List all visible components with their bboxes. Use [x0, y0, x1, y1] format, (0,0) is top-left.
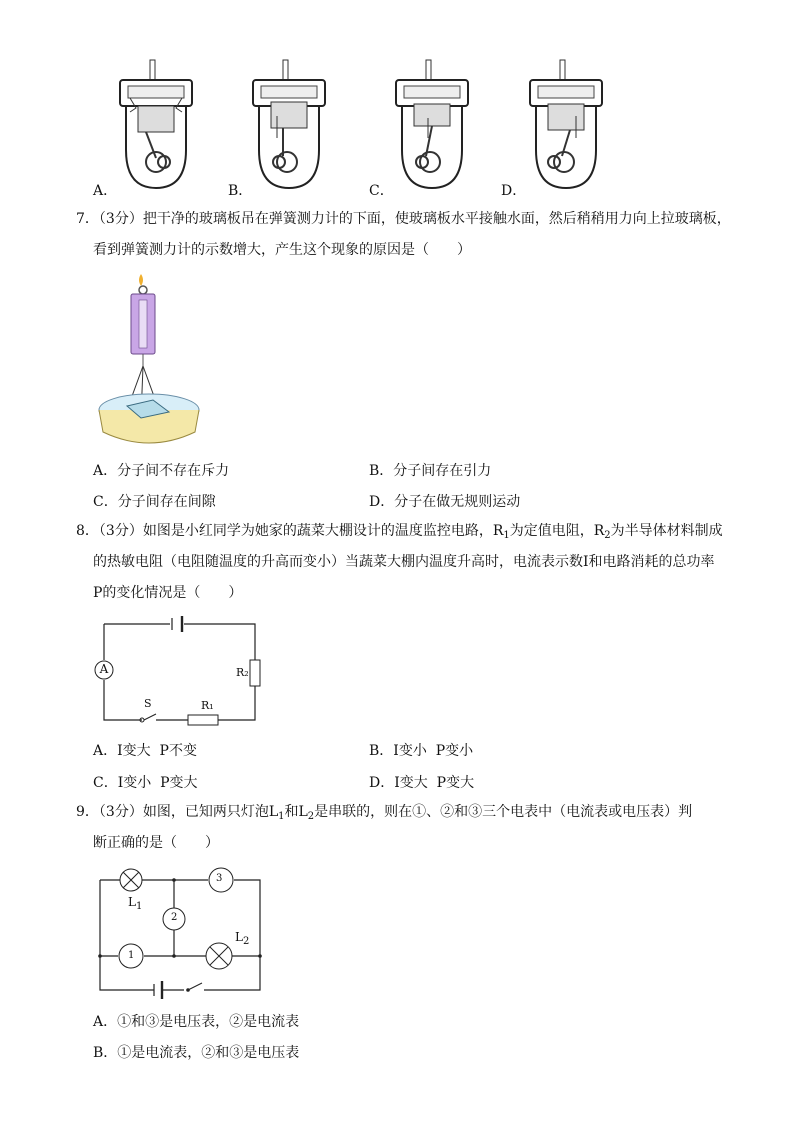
q7-option-d[interactable]: D．分子在做无规则运动 — [369, 494, 521, 510]
q9-l2-label — [235, 930, 249, 947]
q9-meter-1-label: 1 — [128, 950, 135, 961]
spring-scale-figure — [93, 272, 203, 452]
q7-stem-line1: 7．（3分）把干净的玻璃板吊在弹簧测力计的下面，使玻璃板水平接触水面，然后稍稍用力向上拉玻璃板， — [76, 211, 731, 227]
q8-stem-line2: 的热敏电阻（电阻随温度的升高而变小）当蔬菜大棚内温度升高时，电流表示数I和电路消耗的总功率 — [93, 554, 715, 570]
q8-option-a[interactable]: A．I变大 P不变 — [93, 743, 197, 759]
q7-stem-line2: 看到弹簧测力计的示数增大，产生这个现象的原因是（ ） — [93, 242, 471, 258]
q9-stem-a: 9．（3分）如图，已知两只灯泡L — [76, 804, 279, 820]
q8-option-d[interactable]: D．I变大 P变大 — [369, 775, 475, 791]
q6-option-a[interactable]: A． — [93, 183, 118, 199]
q8-switch-label: S — [144, 697, 152, 710]
q9-l1-sub: 1 — [135, 901, 143, 912]
q6-option-b[interactable]: B． — [228, 183, 253, 199]
q9-option-b[interactable]: B．①是电流表，②和③是电压表 — [93, 1045, 300, 1061]
q9-stem-line2: 断正确的是（ ） — [93, 835, 219, 851]
q9-option-a[interactable]: A．①和③是电压表，②是电流表 — [93, 1014, 300, 1030]
q9-meter-2-label: 2 — [171, 912, 178, 923]
q8-r1-label: R₁ — [201, 699, 214, 712]
q9-stem-line1 — [76, 797, 736, 832]
q7-option-b[interactable]: B．分子间存在引力 — [369, 463, 492, 479]
engine-figure-b — [249, 58, 329, 193]
q8-stem-b: 为定值电阻，R — [509, 523, 605, 539]
q8-stem-a: 8．（3分）如图是小红同学为她家的蔬菜大棚设计的温度监控电路，R — [76, 523, 504, 539]
q8-sub1: 1 — [503, 530, 510, 541]
q9-sub2: 2 — [307, 811, 315, 822]
q7-option-a[interactable]: A．分子间不存在斥力 — [93, 463, 230, 479]
q8-ammeter-label: A — [99, 662, 109, 676]
q7-option-c[interactable]: C．分子间存在间隙 — [93, 494, 216, 510]
q9-l2-letter: L — [235, 930, 243, 944]
q6-option-c[interactable]: C． — [369, 183, 394, 199]
q8-r2-label: R₂ — [236, 666, 249, 679]
q9-stem-b: 和L — [284, 804, 308, 820]
q9-meter-3-label: 3 — [216, 873, 223, 884]
q9-l1-label — [128, 895, 142, 912]
q9-l2-sub: 2 — [242, 936, 250, 947]
q6-option-d[interactable]: D． — [501, 183, 527, 199]
q9-circuit-figure — [96, 866, 266, 990]
q8-option-b[interactable]: B．I变小 P变小 — [369, 743, 474, 759]
engine-figure-c — [392, 58, 472, 193]
q9-sub1: 1 — [278, 811, 285, 822]
engine-figure-d — [526, 58, 606, 193]
q8-sub2: 2 — [604, 530, 611, 541]
q8-stem-line3: P的变化情况是（ ） — [93, 585, 243, 601]
q8-stem-line1 — [76, 516, 736, 551]
q9-l1-letter: L — [128, 895, 136, 909]
engine-figure-a — [116, 58, 196, 193]
q8-stem-c: 为半导体材料制成 — [610, 523, 723, 539]
q8-option-c[interactable]: C．I变小 P变大 — [93, 775, 198, 791]
q9-stem-c: 是串联的，则在①、②和③三个电表中（电流表或电压表）判 — [314, 804, 693, 820]
